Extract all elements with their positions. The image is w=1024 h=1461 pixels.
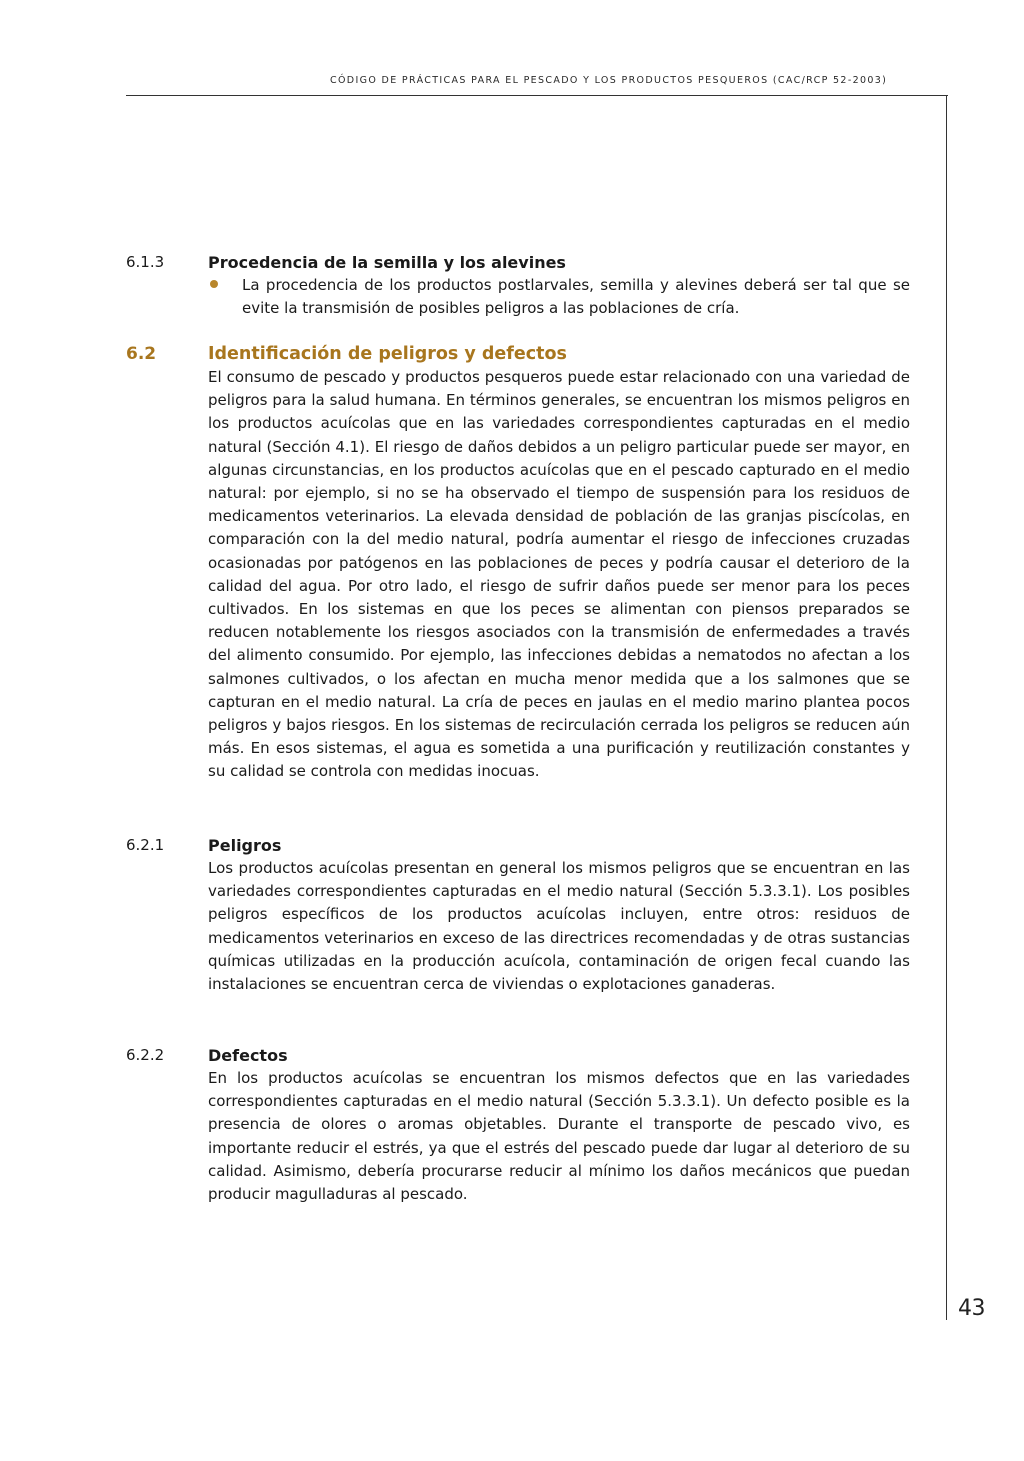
section-6-2 xyxy=(126,343,910,784)
header-rule xyxy=(126,95,948,96)
section-number: 6.2.1 xyxy=(126,836,165,854)
section-6-2-2 xyxy=(126,1044,910,1206)
section-number: 6.1.3 xyxy=(126,253,165,271)
running-header: CÓDIGO DE PRÁCTICAS PARA EL PESCADO Y LOS PRODUCTOS PESQUEROS (CAC/RCP 52-2003) xyxy=(330,75,888,86)
section-body: En los productos acuícolas se encuentran los mismos defectos que en las variedades correspondientes capturadas en el medio natural (Sección 5.3.3.1). Un defecto posible es la presencia de olores o aromas objetables. Durante el transporte de pescado vivo, es importante reducir el estrés, ya que el estrés del pescado puede dar lugar al deterioro de su calidad. Asimismo, debería procurarse reducir al mínimo los daños mecánicos que puedan producir magulladuras al pescado. xyxy=(208,1069,910,1204)
section-heading: Defectos xyxy=(208,1046,288,1065)
margin-rule xyxy=(946,95,947,1320)
section-number: 6.2.2 xyxy=(126,1046,165,1064)
bullet-text: La procedencia de los productos postlarvales, semilla y alevines deberá ser tal que se evite la transmisión de posibles peligros a las poblaciones de cría. xyxy=(242,276,910,318)
section-body: Los productos acuícolas presentan en general los mismos peligros que se encuentran en las variedades correspondientes capturadas en el medio natural (Sección 5.3.3.1). Los posibles peligros específicos de los productos acuícolas incluyen, entre otros: residuos de medicamentos veterinarios en exceso de las directrices recomendadas y de otras sustancias químicas utilizadas en la producción acuícola, contaminación de origen fecal cuando las instalaciones se encuentran cerca de viviendas o explotaciones ganaderas. xyxy=(208,859,910,994)
section-6-1-3 xyxy=(126,251,910,320)
bullet-icon xyxy=(210,280,218,288)
section-heading: Peligros xyxy=(208,836,282,855)
page-number: 43 xyxy=(958,1296,985,1321)
section-6-2-1 xyxy=(126,834,910,996)
bullet-item xyxy=(208,274,910,320)
section-heading: Identificación de peligros y defectos xyxy=(208,344,567,364)
section-heading: Procedencia de la semilla y los alevines xyxy=(208,253,566,272)
section-body: El consumo de pescado y productos pesqueros puede estar relacionado con una variedad de peligros para la salud humana. En términos generales, se encuentran los mismos peligros en los productos acuícolas que en las variedades correspondientes capturadas en el medio natural (Sección 4.1). El riesgo de daños debidos a un peligro particular puede ser mayor, en algunas circunstancias, en los productos acuícolas que en el pescado capturado en el medio natural: por ejemplo, si no se ha observado el tiempo de suspensión para los residuos de medicamentos veterinarios. La elevada densidad de población de las granjas piscícolas, en comparación con la del medio natural, podría aumentar el riesgo de infecciones cruzadas ocasionadas por patógenos en las poblaciones de peces y podría causar el deterioro de la calidad del agua. Por otro lado, el riesgo de sufrir daños puede ser menor para los peces cultivados. En los sistemas en que los peces se alimentan con piensos preparados se reducen notablemente los riesgos asociados con la transmisión de enfermedades a través del alimento consumido. Por ejemplo, las infecciones debidas a nematodos no afectan a los salmones cultivados, o los afectan en mucha menor medida que a los salmones que se capturan en el medio natural. La cría de peces en jaulas en el medio marino plantea pocos peligros y bajos riesgos. En los sistemas de recirculación cerrada los peligros se reducen aún más. En esos sistemas, el agua es sometida a una purificación y reutilización constantes y su calidad se controla con medidas inocuas. xyxy=(208,368,910,781)
section-number: 6.2 xyxy=(126,344,157,364)
